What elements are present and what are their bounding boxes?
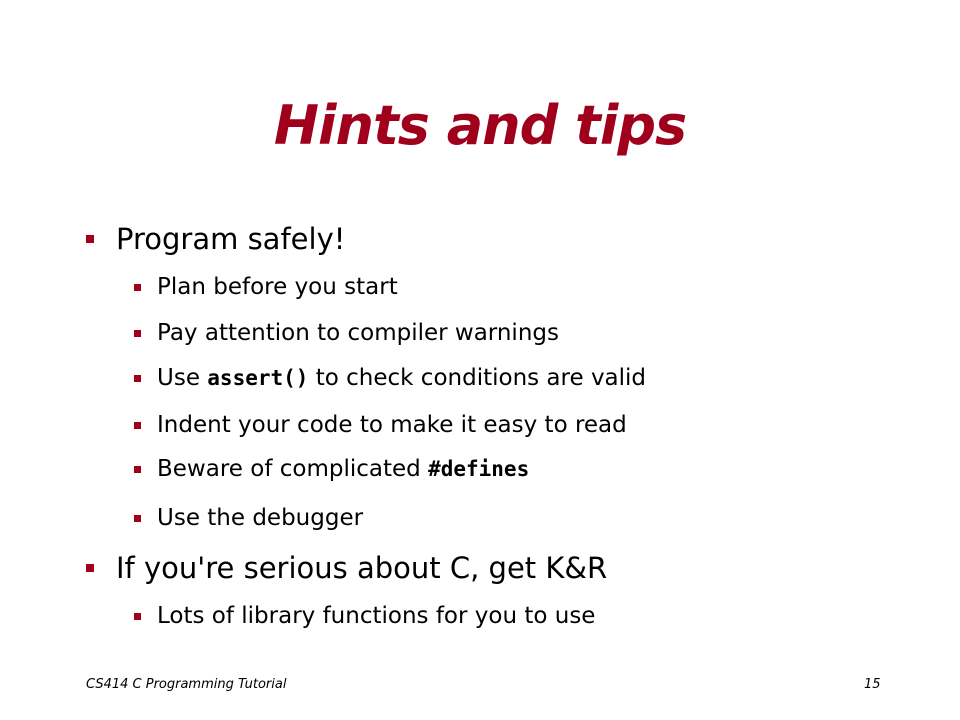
square-bullet-icon <box>134 515 141 522</box>
sub-bullet-text-pre: Use <box>157 365 208 391</box>
sub-bullet-indent <box>134 409 627 441</box>
footer-course-title: CS414 C Programming Tutorial <box>86 677 287 692</box>
sub-bullet-plan <box>134 271 398 303</box>
sub-bullet-text: Pay attention to compiler warnings <box>157 320 559 346</box>
sub-bullet-text: Use the debugger <box>157 505 364 531</box>
sub-bullet-text-pre: Beware of complicated <box>157 456 429 482</box>
sub-bullet-text: Lots of library functions for you to use <box>157 603 596 629</box>
sub-bullet-warnings <box>134 317 559 349</box>
square-bullet-icon <box>134 330 141 337</box>
bullet-k-and-r <box>86 548 607 588</box>
slide-title: Hints and tips <box>273 94 687 157</box>
inline-code: assert() <box>207 366 309 390</box>
sub-bullet-text: Plan before you start <box>157 274 398 300</box>
bullet-program-safely <box>86 219 345 259</box>
sub-bullet-text-post: to check conditions are valid <box>308 365 647 391</box>
square-bullet-icon <box>134 466 141 473</box>
bullet-text: If you're serious about C, get K&R <box>116 551 608 585</box>
sub-bullet-library <box>134 600 595 632</box>
square-bullet-icon <box>86 235 94 243</box>
square-bullet-icon <box>134 284 141 291</box>
sub-bullet-text: Indent your code to make it easy to read <box>157 412 627 438</box>
inline-code: #defines <box>428 457 530 481</box>
bullet-text: Program safely! <box>116 222 346 256</box>
sub-bullet-assert <box>134 362 646 394</box>
sub-bullet-debugger <box>134 502 363 534</box>
sub-bullet-defines <box>134 453 529 485</box>
square-bullet-icon <box>86 564 94 572</box>
footer-page-number: 15 <box>864 677 881 692</box>
square-bullet-icon <box>134 422 141 429</box>
square-bullet-icon <box>134 375 141 382</box>
square-bullet-icon <box>134 613 141 620</box>
